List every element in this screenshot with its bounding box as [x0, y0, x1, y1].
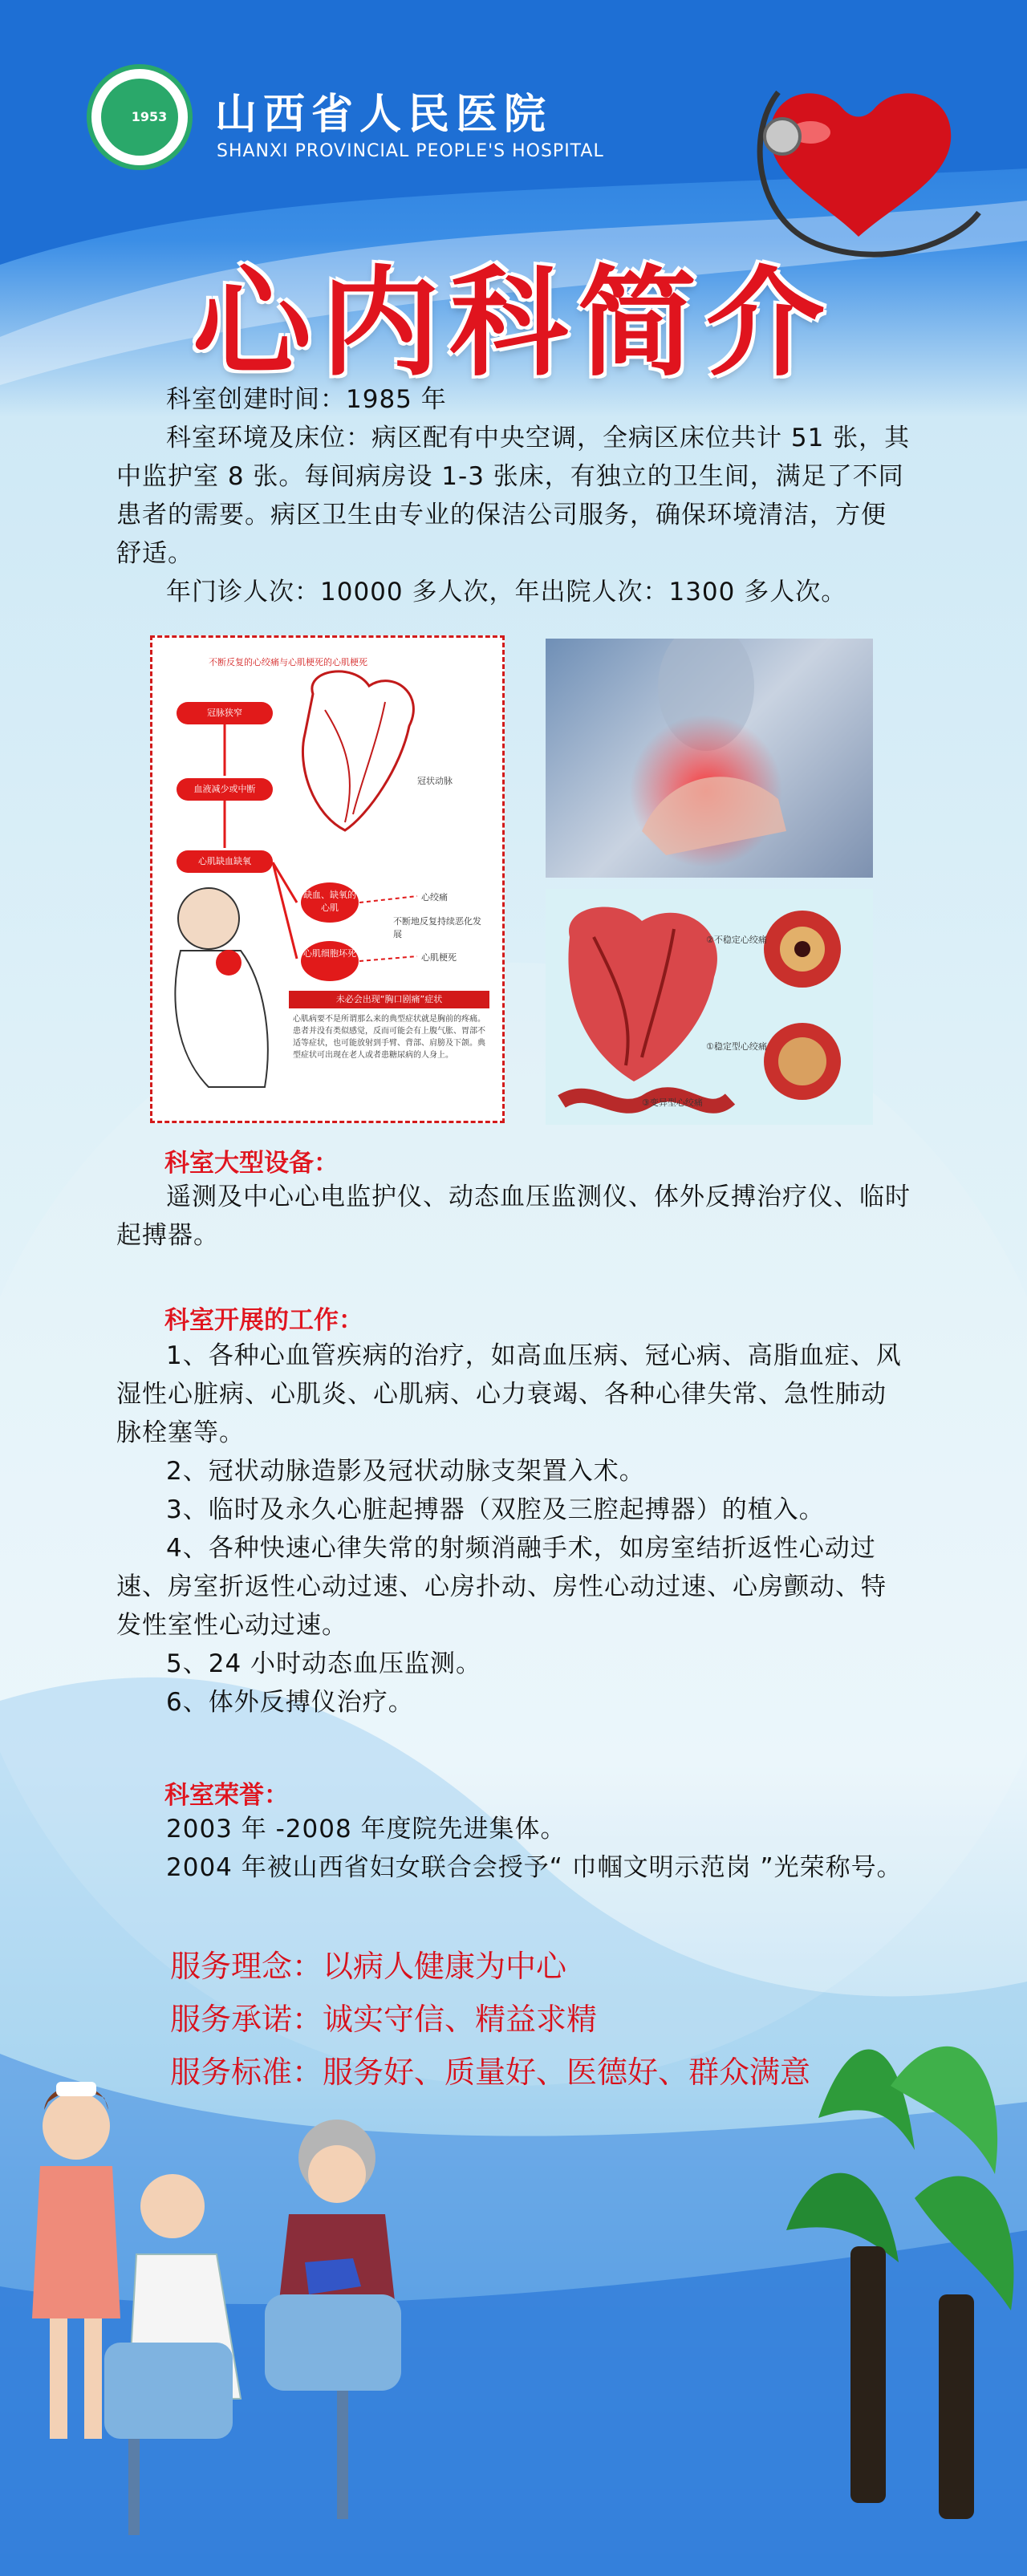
flowchart-heading: 不断反复的心绞痛与心肌梗死的心肌梗死: [209, 657, 367, 667]
work-item: 4、各种快速心律失常的射频消融手术，如房室结折返性心动过速、房室折返性心动过速、心房扑动、房性心动过速、心房颤动、特发性室性心动过速。: [116, 1534, 887, 1640]
equipment-heading: 科室大型设备：: [164, 1149, 339, 1178]
founded-text: 科室创建时间：1985 年: [166, 385, 447, 414]
warning-title: 未必会出现“胸口剧痛”症状: [289, 991, 489, 1008]
work-heading: 科室开展的工作：: [164, 1306, 363, 1335]
service-promise: 服务承诺：诚实守信、精益求精: [170, 2002, 598, 2037]
heart-artery-diagram: [546, 889, 873, 1125]
flow-node-2: 血液减少或中断: [177, 778, 273, 801]
flow-node-4: 缺血、缺氧的心肌: [301, 882, 359, 923]
work-item: 3、临时及永久心脏起搏器（双腔及三腔起搏器）的植入。: [166, 1495, 825, 1524]
work-item: 5、24 小时动态血压监测。: [166, 1649, 482, 1678]
work-item: 6、体外反搏仪治疗。: [166, 1688, 414, 1717]
hospital-logo: [87, 64, 193, 170]
hospital-name-en: SHANXI PROVINCIAL PEOPLE'S HOSPITAL: [217, 141, 604, 161]
flow-outcome-infarction: 心肌梗死: [421, 952, 457, 963]
work-item: 2、冠状动脉造影及冠状动脉支架置入术。: [166, 1457, 645, 1486]
intro-section: [116, 380, 911, 611]
service-philosophy: 服务理念：以病人健康为中心: [170, 1949, 567, 1984]
page-title: 心内科简介: [193, 254, 834, 392]
flowchart-drawing: [152, 638, 502, 1121]
honors-section: [116, 1810, 911, 1887]
flow-node-3: 心肌缺血缺氧: [177, 850, 273, 873]
logo-year: 1953: [131, 109, 168, 124]
environment-text: 科室环境及床位：病区配有中央空调，全病区床位共计 51 张，其中监护室 8 张。每间病房设 1-3 张床，有独立的卫生间，满足了不同患者的需要。病区卫生由专业的保洁公司服务，确保环境清洁，方便舒适。: [116, 424, 911, 568]
service-standard: 服务标准：服务好、质量好、医德好、群众满意: [170, 2055, 811, 2090]
honor-item: 2004 年被山西省妇女联合会授予“ 巾帼文明示范岗 ”光荣称号。: [166, 1853, 903, 1882]
label-variant-angina: ③变异型心绞痛: [642, 1097, 703, 1108]
chest-pain-photo: [546, 639, 873, 878]
flow-node-1: 冠脉狭窄: [177, 702, 273, 724]
flowchart-panel: [150, 635, 505, 1123]
label-unstable-angina: ②不稳定心绞痛: [706, 935, 767, 945]
artery-label: 冠状动脉: [417, 776, 453, 786]
work-item: 1、各种心血管疾病的治疗，如高血压病、冠心病、高脂血症、风湿性心脏病、心肌炎、心肌病、心力衰竭、各种心律失常、急性肺动脉栓塞等。: [116, 1341, 902, 1447]
warning-text: 心肌病要不是所谓那么来的典型症状就是胸前的疼痛。患者并没有类似感觉，反而可能会有上腹气胀、胃部不适等症状，也可能放射到手臂、背部、肩膀及下颌。典型症状可出现在老人或者患糖尿病的人身上。: [293, 1015, 485, 1060]
plant-illustration: [770, 2022, 1027, 2575]
visits-text: 年门诊人次：10000 多人次，年出院人次：1300 多人次。: [166, 578, 847, 606]
flow-outcome-angina: 心绞痛: [421, 892, 448, 903]
work-section: [116, 1337, 911, 1722]
honor-item: 2003 年 -2008 年度院先进集体。: [166, 1815, 566, 1844]
equipment-section: [116, 1178, 911, 1255]
flow-node-5: 心肌细胞坏死: [301, 941, 359, 981]
medical-staff-illustration: [0, 2054, 497, 2575]
honors-heading: 科室荣誉：: [164, 1781, 289, 1810]
flow-mid-label: 不断地反复持续恶化发展: [393, 916, 481, 939]
equipment-text: 遥测及中心心电监护仪、动态血压监测仪、体外反搏治疗仪、临时起搏器。: [116, 1183, 911, 1250]
label-stable-angina: ①稳定型心绞痛: [706, 1041, 767, 1052]
hospital-name-cn: 山西省人民医院: [215, 91, 553, 139]
